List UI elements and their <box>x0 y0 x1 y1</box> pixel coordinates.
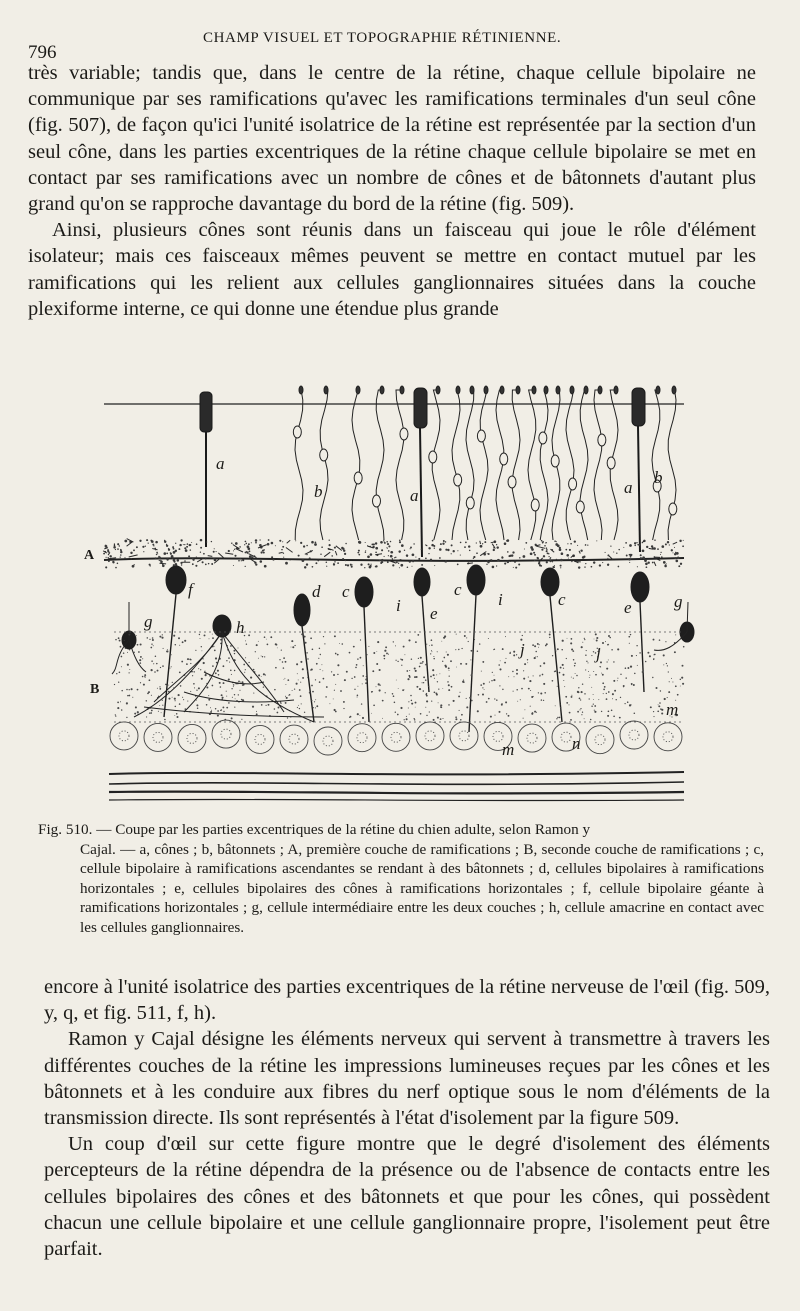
nerve-fibres <box>109 772 684 801</box>
label-j: j <box>520 640 525 659</box>
label-m: m <box>502 740 515 759</box>
paragraph: très variable; tandis que, dans le centre de la rétine, chaque cellule bipolaire ne communique par ses ramifications qu'avec les ramifications terminales d'un seul cône (fig. 507), de façon qu'ici l'unité isolatrice de la rétine est représentée par la section d'un seul cône, dans les parties excentriques de la rétine chaque cellule bipolaire se met en contact par ses ramifications avec un nombre de cônes et de bâtonnets d'autant plus grand qu'on se rapproche davantage du bord de la rétine (fig. 509). <box>28 62 756 216</box>
paragraph: Un coup d'œil sur cette figure montre que le degré d'isolement des éléments percepteurs de la rétine dépendra de la présence ou de l'absence de contacts entre les cellules bipolaires des cônes et des bâtonnets et que pour les cônes, qui possèdent chacun une cellule bipolaire et une cellule ganglionnaire propre, l'isolement peut être parfait. <box>44 1133 770 1261</box>
paragraph: Ramon y Cajal désigne les éléments nerveux qui servent à transmettre à travers les différentes couches de la rétine les impressions lumineuses reçues par les cônes et les bâtonnets et à les conduire aux fibres du nerf optique sous le nom d'éléments de la transmission directe. Ils sont représentés à l'état d'isolement par la figure 509. <box>44 1028 770 1130</box>
page-header <box>28 30 768 63</box>
label-g: g <box>144 612 153 631</box>
label-c: c <box>342 582 350 601</box>
bottom-text-block <box>44 974 770 1262</box>
caption-body: Cajal. — a, cônes ; b, bâtonnets ; A, première couche de ramifications ; B, seconde couche de ramifications ; c, cellule bipolaire à ramifications ascendantes se rendant à des bâtonnets ; d, cellules bipolaires à ramifications horizontales ; e, cellules bipolaires des cônes à ramifications horizontales ; f, cellule bipolaire géante à ramifications horizontales ; g, cellule intermédiaire entre les deux couches ; h, cellule amacrine en contact avec les cellules ganglionnaires. <box>80 840 764 936</box>
label-layer-A: A <box>84 548 95 563</box>
running-title: CHAMP VISUEL ET TOPOGRAPHIE RÉTINIENNE. <box>203 30 562 46</box>
retina-figure <box>84 382 716 812</box>
label-a: a <box>624 478 633 497</box>
paragraph: encore à l'unité isolatrice des parties excentriques de la rétine nerveuse de l'œil (fig. 509, y, q, et fig. 511, f, h). <box>44 976 770 1025</box>
ganglion-layer <box>110 720 682 755</box>
label-e: e <box>624 598 632 617</box>
label-c: c <box>454 580 462 599</box>
label-b: b <box>654 468 663 487</box>
label-h: h <box>236 618 245 637</box>
paragraph: Ainsi, plusieurs cônes sont réunis dans un faisceau qui joue le rôle d'élément isolateur; mais ces faisceaux mêmes peuvent se mettre en contact mutuel par les ramifications qui les relient aux cellules ganglionnaires situées dans la couche plexiforme interne, ce qui donne une étendue plus grande <box>28 219 756 320</box>
label-f: f <box>188 580 193 599</box>
rods <box>293 386 676 540</box>
label-i: i <box>396 596 401 615</box>
label-b: b <box>314 482 323 501</box>
caption-lead: Fig. 510. — Coupe par les parties excentriques de la rétine du chien adulte, selon Ramon y <box>38 821 591 838</box>
label-g: g <box>674 592 683 611</box>
page-number: 796 <box>28 42 57 63</box>
label-j: j <box>596 644 601 663</box>
label-n: n <box>572 734 581 753</box>
figure-caption <box>38 820 764 938</box>
label-a: a <box>410 486 419 505</box>
label-layer-B: B <box>90 682 100 697</box>
label-d: d <box>312 582 321 601</box>
label-i: i <box>498 590 503 609</box>
bipolar-cells <box>122 565 694 732</box>
label-a: a <box>216 454 225 473</box>
layer-A <box>103 539 684 569</box>
label-c: c <box>558 590 566 609</box>
top-text-block <box>28 60 756 322</box>
label-e: e <box>430 604 438 623</box>
cones <box>200 388 645 557</box>
label-m: m <box>666 700 679 719</box>
